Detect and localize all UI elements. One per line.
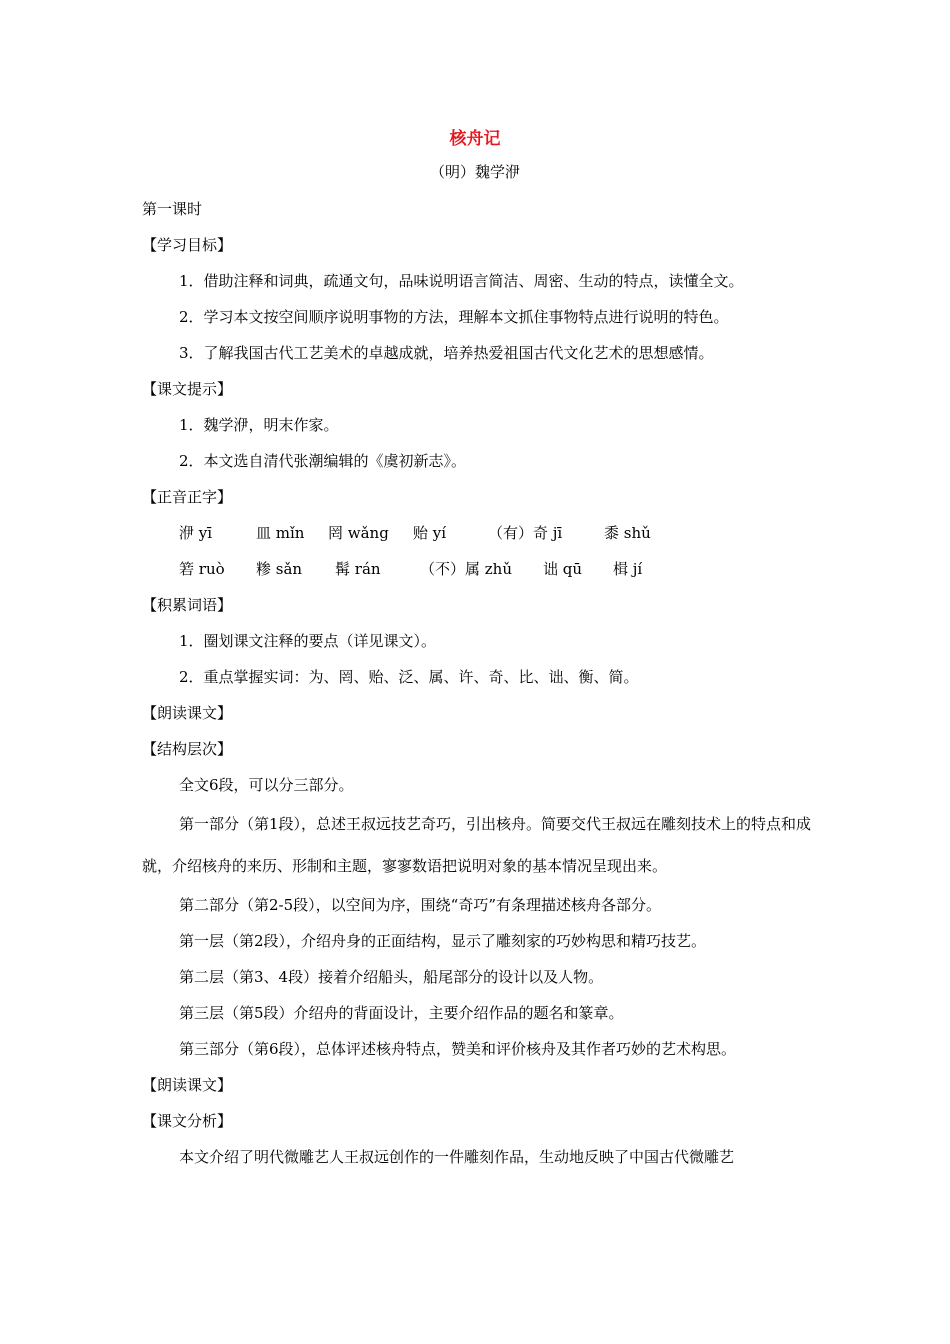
analysis-text: 本文介绍了明代微雕艺人王叔远创作的一件雕刻作品，生动地反映了中国古代微雕艺 xyxy=(179,1148,735,1166)
read-aloud-header: 【朗读课文】 xyxy=(142,1076,233,1094)
structure-item: 第三层（第5段）介绍舟的背面设计，主要介绍作品的题名和篆章。 xyxy=(179,1004,624,1022)
pronunciation-item: 罔 wǎng xyxy=(328,524,389,542)
structure-header: 【结构层次】 xyxy=(142,740,233,758)
structure-part1: 第一部分（第1段），总述王叔远技艺奇巧，引出核舟。简要交代王叔远在雕刻技术上的特点和成就，介绍核舟的来历、形制和主题，寥寥数语把说明对象的基本情况呈现出来。 xyxy=(142,815,812,875)
goal-item: 3．了解我国古代工艺美术的卓越成就，培养热爱祖国古代文化艺术的思想感情。 xyxy=(179,344,714,362)
goal-item: 1．借助注释和词典，疏通文句，品味说明语言简洁、周密、生动的特点，读懂全文。 xyxy=(179,272,744,290)
structure-intro: 全文6段，可以分三部分。 xyxy=(179,776,354,794)
lesson-label: 第一课时 xyxy=(142,200,203,218)
pronunciation-header: 【正音正字】 xyxy=(142,488,233,506)
pronunciation-item: （不）属 zhǔ xyxy=(420,560,512,578)
pronunciation-item: 诎 qū xyxy=(543,560,583,578)
pronunciation-item: 糁 sǎn xyxy=(256,560,303,578)
pronunciation-item: 楫 jí xyxy=(613,560,643,578)
analysis-header: 【课文分析】 xyxy=(142,1112,233,1130)
goals-header: 【学习目标】 xyxy=(142,236,233,254)
document-body xyxy=(142,191,812,1175)
pronunciation-item: 髯 rán xyxy=(335,560,381,578)
structure-item: 第二层（第3、4段）接着介绍船头，船尾部分的设计以及人物。 xyxy=(179,968,604,986)
pronunciation-item: （有）奇 jī xyxy=(488,524,563,542)
document-author: （明）魏学洢 xyxy=(429,163,520,181)
read-aloud-header: 【朗读课文】 xyxy=(142,704,233,722)
vocab-item: 1．圈划课文注释的要点（详见课文）。 xyxy=(179,632,437,650)
pronunciation-row xyxy=(142,551,812,587)
hints-header: 【课文提示】 xyxy=(142,380,233,398)
pronunciation-item: 皿 mǐn xyxy=(256,524,305,542)
hint-item: 1．魏学洢，明末作家。 xyxy=(179,416,339,434)
pronunciation-item: 箬 ruò xyxy=(179,560,225,578)
document-title: 核舟记 xyxy=(449,129,501,149)
structure-item: 第二部分（第2-5段），以空间为序，围绕“奇巧”有条理描述核舟各部分。 xyxy=(179,896,661,914)
structure-item: 第一层（第2段），介绍舟身的正面结构，显示了雕刻家的巧妙构思和精巧技艺。 xyxy=(179,932,707,950)
pronunciation-item: 洢 yī xyxy=(179,524,213,542)
vocab-item: 2．重点掌握实词：为、罔、贻、泛、属、许、奇、比、诎、衡、简。 xyxy=(179,668,639,686)
hint-item: 2．本文选自清代张潮编辑的《虞初新志》。 xyxy=(179,452,467,470)
pronunciation-item: 贻 yí xyxy=(413,524,447,542)
vocab-header: 【积累词语】 xyxy=(142,596,233,614)
pronunciation-row xyxy=(142,515,812,551)
structure-item: 第三部分（第6段），总体评述核舟特点，赞美和评价核舟及其作者巧妙的艺术构思。 xyxy=(179,1040,737,1058)
goal-item: 2．学习本文按空间顺序说明事物的方法，理解本文抓住事物特点进行说明的特色。 xyxy=(179,308,729,326)
pronunciation-item: 黍 shǔ xyxy=(604,524,651,542)
